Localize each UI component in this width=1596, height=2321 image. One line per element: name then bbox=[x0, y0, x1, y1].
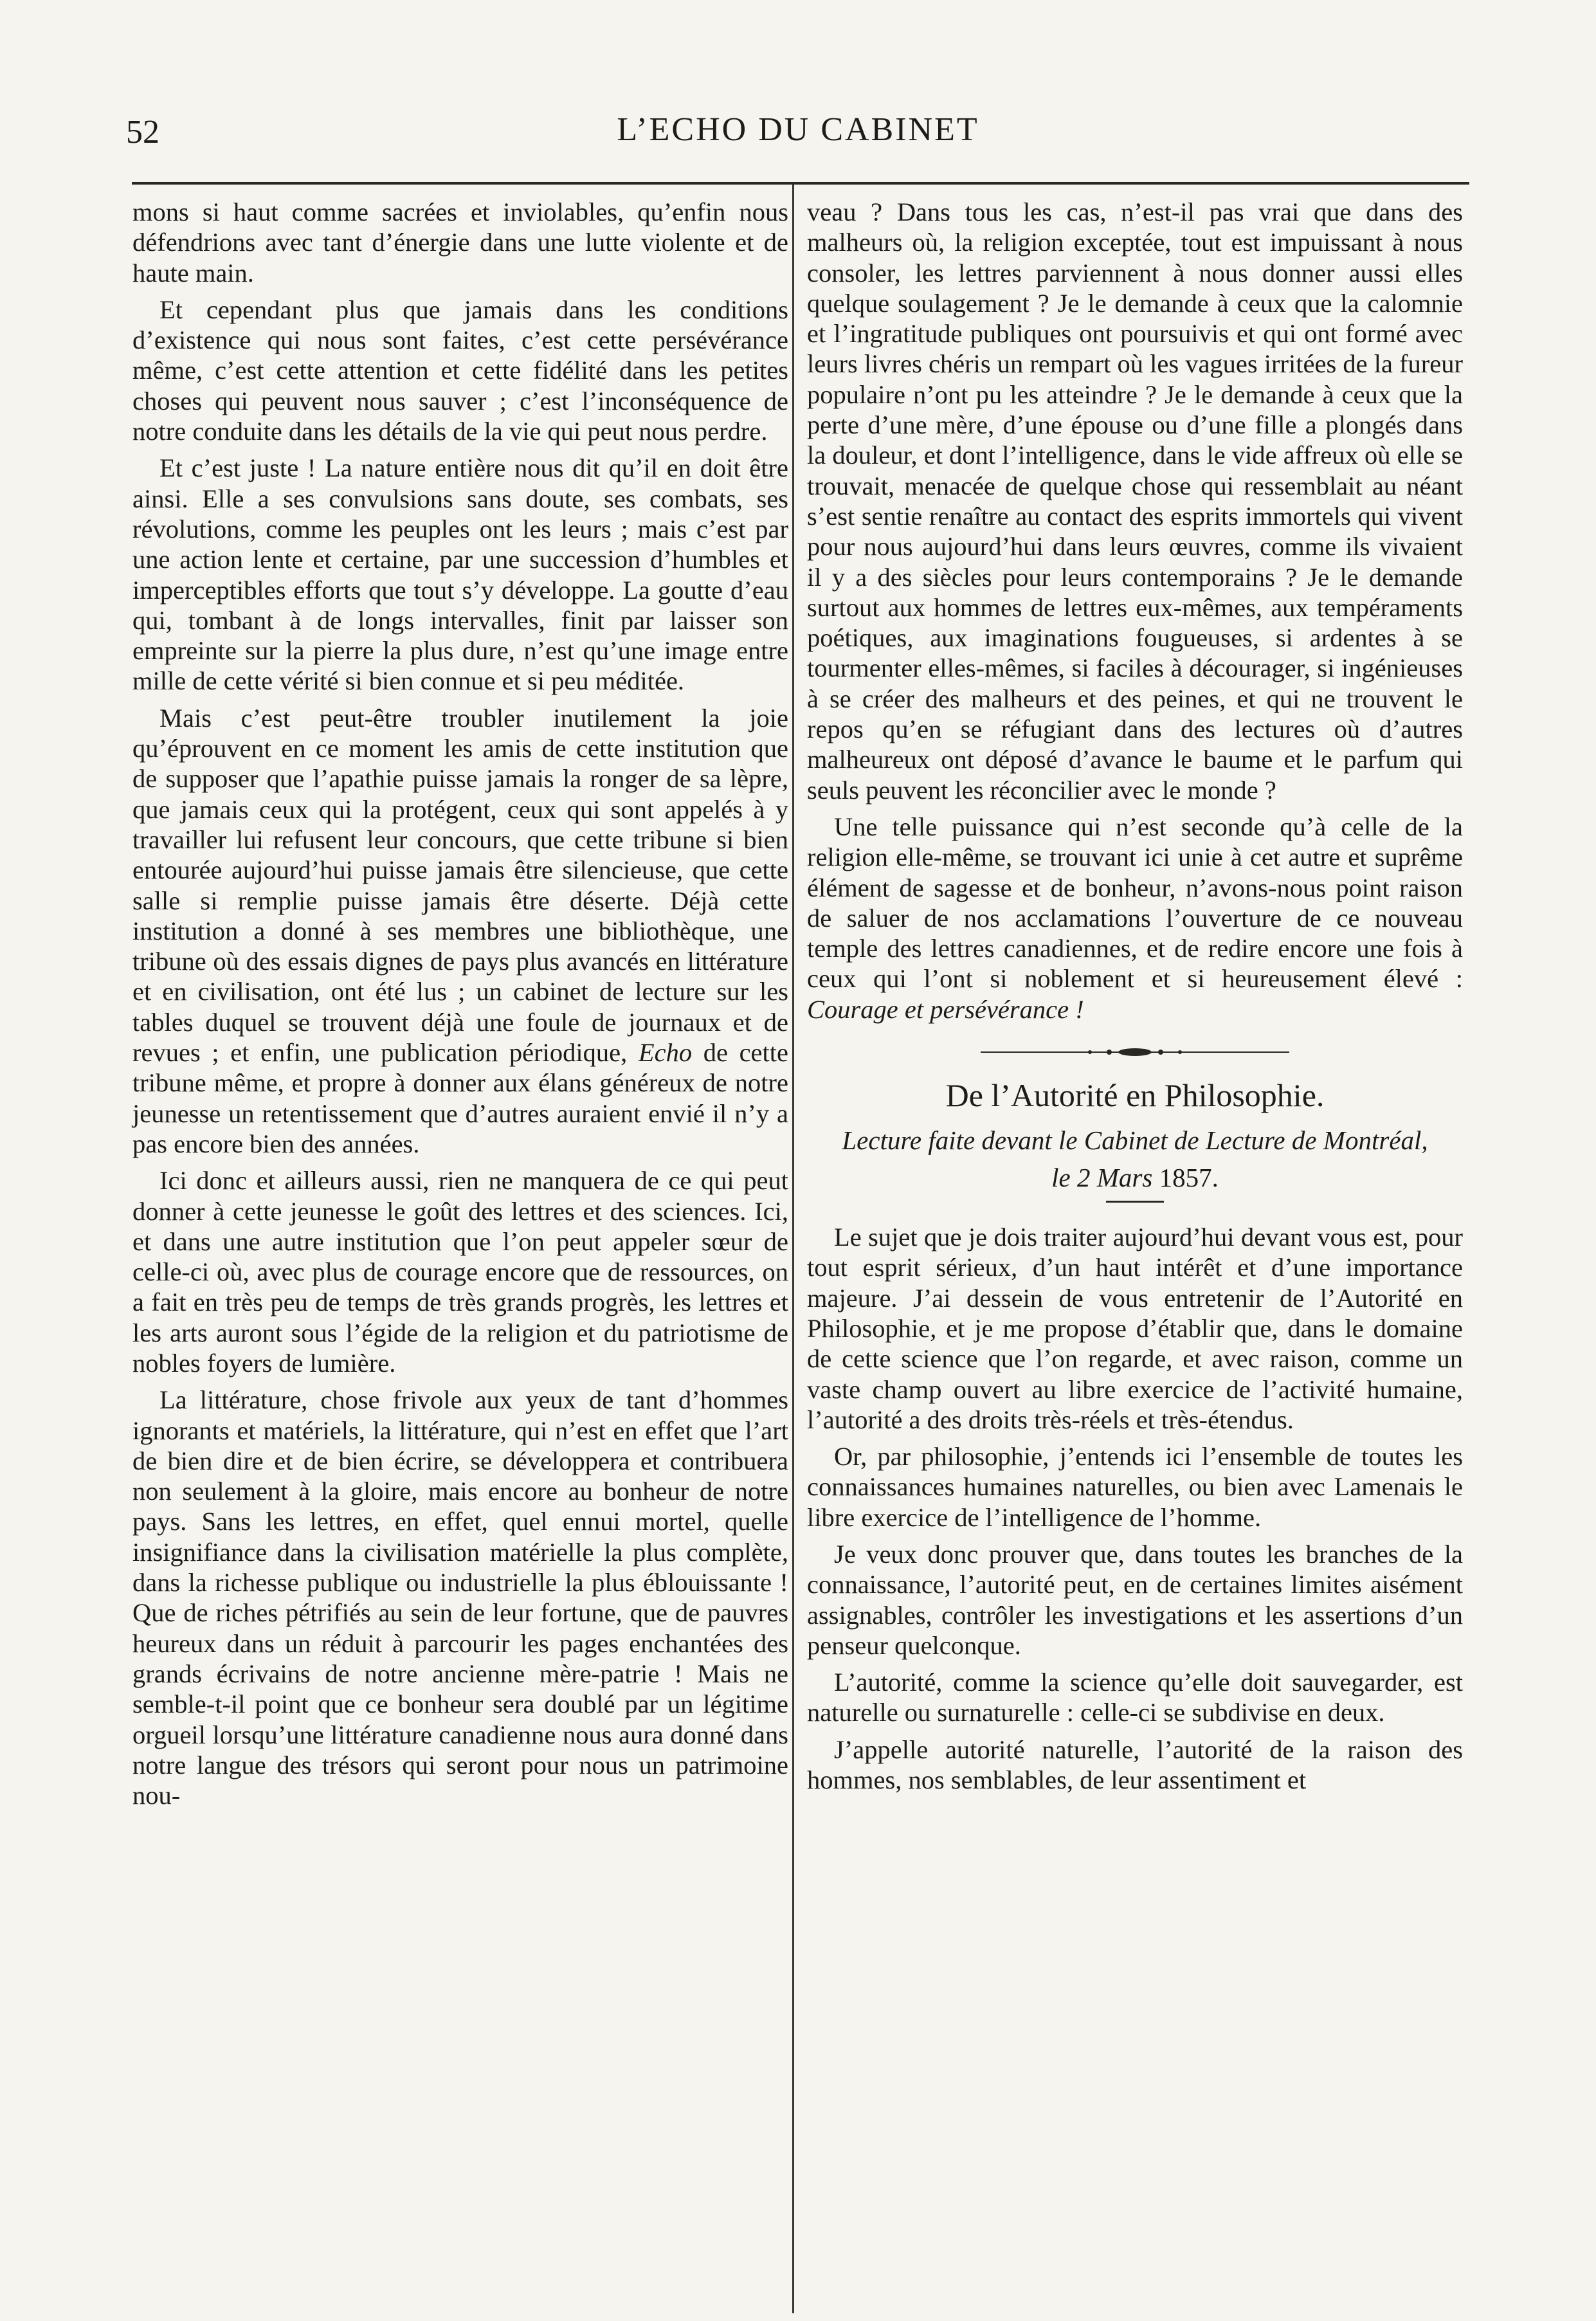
paragraph: mons si haut comme sacrées et inviolables, qu’enfin nous défendrions avec tant d’énergie dans une lutte violente et de haute main. bbox=[132, 197, 788, 287]
paragraph bbox=[807, 812, 1463, 1024]
paragraph: veau ? Dans tous les cas, n’est-il pas vrai que dans des malheurs où, la religion exceptée, tout est impuissant à nous consoler, les lettres parviennent à nous donner aussi elles quelque soulagement ? Je le demande à ceux que la calomnie et l’ingratitude publiques ont poursuivis et qui ont formé avec leurs livres chéris un rempart où les vagues irritées de la fureur populaire n’ont pu les atteindre ? Je le demande à ceux que la perte d’une mère, d’une épouse ou d’une fille a plongés dans la douleur, et dont l’intelligence, dans le vide affreux où elle se trouvait, menacée de quelque chose qui ressemblait au néant s’est sentie renaître au contact des esprits immortels qui vivent pour nous aujourd’hui dans leurs œuvres, comme ils vivaient il y a des siècles pour leurs contemporains ? Je le demande surtout aux hommes de lettres eux-mêmes, aux tempéraments poétiques, aux imaginations fougueuses, si ardentes à se tourmenter elles-mêmes, si faciles à décourager, si ingénieuses à se créer des malheurs et des peines, et qui ne trouvent le repos qu’en se réfugiant dans des lectures où d’autres malheureux ont déposé d’avance le baume et le parfum qui seuls peuvent les réconcilier avec le monde ? bbox=[807, 197, 1463, 805]
paragraph: Et cependant plus que jamais dans les conditions d’existence qui nous sont faites, c’est cette persévérance même, c’est cette attention et cette fidélité dans les petites choses qui peuvent nous sauver ; c’est l’inconséquence de notre conduite dans les détails de la vie qui peut nous perdre. bbox=[132, 295, 788, 446]
paragraph: L’autorité, comme la science qu’elle doit sauvegarder, est naturelle ou surnaturelle : celle-ci se subdivise en deux. bbox=[807, 1668, 1463, 1727]
subtitle-month: Mars bbox=[1096, 1163, 1153, 1193]
short-rule bbox=[1106, 1201, 1164, 1203]
page-number: 52 bbox=[126, 114, 159, 150]
paragraph bbox=[132, 703, 788, 1159]
paragraph: Et c’est juste ! La nature entière nous dit qu’il en doit être ainsi. Elle a ses convulsions sans doute, ses combats, ses révolutions, comme les peuples ont les leurs ; mais c’est par une action lente et certaine, par une succession d’humbles et imperceptibles efforts que tout s’y développe. La goutte d’eau qui, tombant à de longs intervalles, finit par laisser son empreinte sur la pierre la plus dure, n’est qu’une image entre mille de cette vérité si bien connue et si peu méditée. bbox=[132, 453, 788, 696]
paragraph-text: Mais c’est peut-être troubler inutilement la joie qu’éprouvent en ce moment les amis de cette institution que de supposer que l’apathie puisse jamais la ronger de sa lèpre, que jamais ceux qui la protégent, ceux qui sont appelés à y travailler lui refusent leur concours, que cette tribune si bien entourée aujourd’hui puisse jamais être silencieuse, que cette salle si remplie puisse jamais être déserte. Déjà cette institution a donné à ses membres une bibliothèque, une tribune où des essais dignes de pays plus avancés en littérature et en civilisation, ont été lus ; un cabinet de lecture sur les tables duquel se trouvent déjà une foule de journaux et de revues ; et enfin, une publication périodique, bbox=[132, 703, 788, 1068]
article-subtitle: Lecture faite devant le Cabinet de Lecture de Montréal, bbox=[842, 1125, 1428, 1156]
left-column bbox=[132, 197, 788, 1810]
running-head: L’ECHO DU CABINET bbox=[617, 111, 979, 148]
right-column bbox=[807, 197, 1463, 1795]
paragraph: Ici donc et ailleurs aussi, rien ne manquera de ce qui peut donner à cette jeunesse le goût des lettres et des sciences. Ici, et dans une autre institution que l’on peut appeler sœur de celle-ci où, avec plus de courage encore que de ressources, on a fait en très peu de temps de très grands progrès, les lettres et les arts auront sous l’égide de la religion et du patriotisme de nobles foyers de lumière. bbox=[132, 1166, 788, 1378]
column-divider bbox=[792, 185, 794, 2313]
paragraph: Je veux donc prouver que, dans toutes les branches de la connaissance, l’autorité peut, en de certaines limites aisément assignables, contrôler les investigations et les assertions d’un penseur quelconque. bbox=[807, 1539, 1463, 1660]
motto: Courage et persévérance ! bbox=[807, 994, 1084, 1024]
subtitle-year: 1857. bbox=[1159, 1163, 1219, 1193]
paragraph: Or, par philosophie, j’entends ici l’ensemble de toutes les connaissances humaines naturelles, ou bien avec Lamenais le libre exercice de l’intelligence de l’homme. bbox=[807, 1442, 1463, 1532]
subtitle-text: le 2 bbox=[1051, 1163, 1091, 1193]
paragraph-text: Une telle puissance qui n’est seconde qu’à celle de la religion elle-même, se trouvant ici unie à cet autre et suprême élément de sagesse et de bonheur, n’avons-nous point raison de saluer de nos acclamations l’ouverture de ce nouveau temple des lettres canadiennes, et de redire encore une fois à ceux qui l’ont si noblement et si heureusement élevé : bbox=[807, 812, 1463, 994]
ornament-divider bbox=[981, 1046, 1289, 1058]
publication-title: Echo bbox=[638, 1038, 693, 1068]
paragraph-text: de cette tribune même, et propre à donner aux élans généreux de notre jeunesse un retentissement que d’autres auraient envié il n’y a pas encore bien des années. bbox=[132, 1038, 788, 1158]
header-rule bbox=[132, 182, 1469, 185]
article-subtitle bbox=[807, 1162, 1463, 1193]
paragraph: J’appelle autorité naturelle, l’autorité de la raison des hommes, nos semblables, de leur assentiment et bbox=[807, 1734, 1463, 1795]
article-title: De l’Autorité en Philosophie. bbox=[945, 1077, 1325, 1114]
paragraph: Le sujet que je dois traiter aujourd’hui devant vous est, pour tout esprit sérieux, d’un haut intérêt et d’une importance majeure. J’ai dessein de vous entretenir de l’Autorité en Philosophie, et je me propose d’établir que, dans le domaine de cette science que l’on regarde, et avec raison, comme un vaste champ ouvert au libre exercice de l’activité humaine, l’autorité a des droits très-réels et très-étendus. bbox=[807, 1223, 1463, 1434]
paragraph: La littérature, chose frivole aux yeux de tant d’hommes ignorants et matériels, la littérature, qui n’est en effet que l’art de bien dire et de bien écrire, se développera et contribuera non seulement à la gloire, mais encore au bonheur de notre pays. Sans les lettres, en effet, quel ennui mortel, quelle insignifiance dans la civilisation matérielle la plus complète, dans la richesse publique ou industrielle la plus éblouissante ! Que de riches pétrifiés au sein de leur fortune, que de pauvres heureux dans un réduit à parcourir les pages enchantées des grands écrivains de notre ancienne mère-patrie ! Mais ne semble-t-il point que ce bonheur sera doublé par un légitime orgueil lorsqu’une littérature canadienne nous aura donné dans notre langue des trésors qui seront pour nous un patrimoine nou- bbox=[132, 1385, 788, 1810]
